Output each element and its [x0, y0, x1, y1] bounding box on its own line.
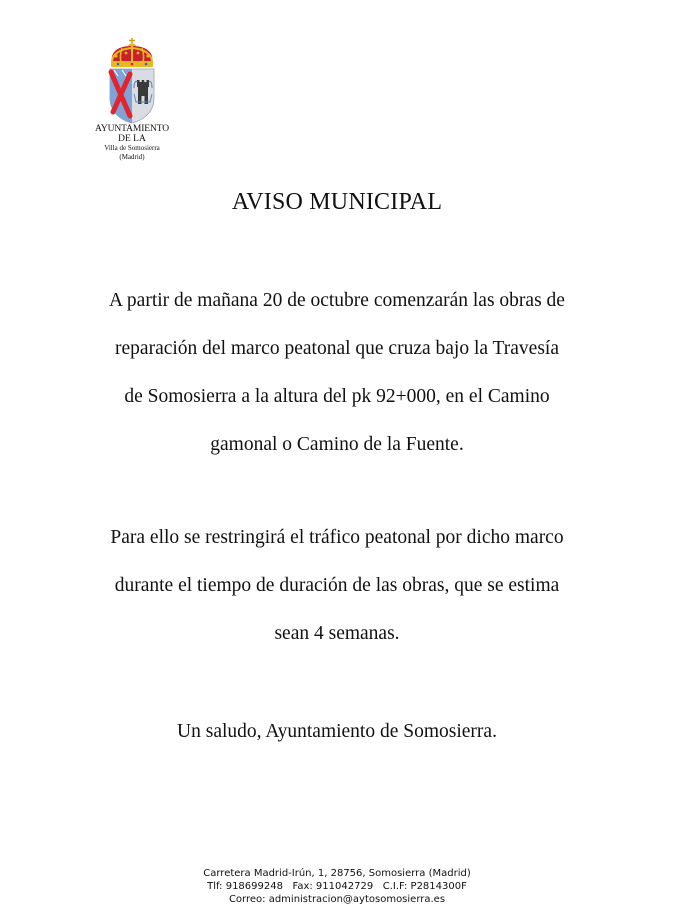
notice-paragraph-1	[60, 288, 614, 480]
footer-address: Carretera Madrid-Irún, 1, 28756, Somosierra (Madrid)	[203, 868, 471, 879]
paragraph-line: reparación del marco peatonal que cruza bajo la Travesía	[115, 338, 559, 359]
paragraph-line: sean 4 semanas.	[274, 623, 400, 644]
closing-line: Un saludo, Ayuntamiento de Somosierra.	[177, 721, 497, 742]
letterhead-line-ayuntamiento: AYUNTAMIENTO	[94, 124, 170, 134]
notice-paragraph-2	[60, 525, 614, 669]
letterhead-line-villa: Villa de Somosierra	[104, 144, 160, 152]
paragraph-line: A partir de mañana 20 de octubre comenzarán las obras de	[109, 290, 565, 311]
footer-phone-fax-cif: Tlf: 918699248 Fax: 911042729 C.I.F: P2814300F	[207, 881, 467, 892]
footer-email: Correo: administracion@aytosomosierra.es	[228, 894, 446, 905]
footer-contact-info	[0, 867, 674, 906]
paragraph-line: Para ello se restringirá el tráfico peatonal por dicho marco	[110, 527, 564, 548]
notice-title: AVISO MUNICIPAL	[231, 189, 443, 215]
notice-closing	[60, 719, 614, 767]
paragraph-line: gamonal o Camino de la Fuente.	[210, 434, 464, 455]
paragraph-line: de Somosierra a la altura del pk 92+000, en el Camino	[124, 386, 550, 407]
coat-of-arms-icon	[106, 36, 158, 124]
letterhead-line-province: (Madrid)	[119, 153, 145, 161]
letterhead	[82, 36, 182, 162]
letterhead-line-de-la: DE LA	[118, 134, 146, 144]
paragraph-line: durante el tiempo de duración de las obras, que se estima	[114, 575, 560, 596]
